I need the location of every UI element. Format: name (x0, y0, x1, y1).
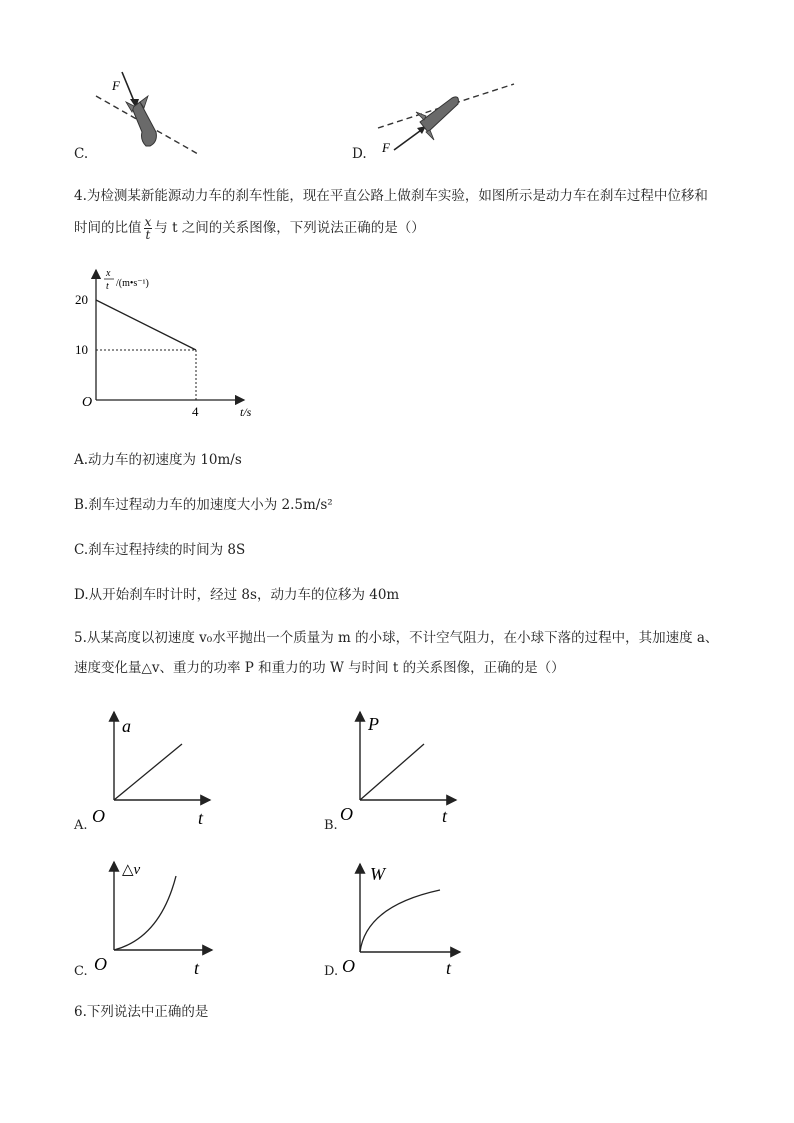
q4-line1: 4.为检测某新能源动力车的刹车性能，现在平直公路上做刹车实验，如图所示是动力车在刹车过程中位移和 (74, 188, 708, 204)
x-axis-label: t (446, 958, 452, 976)
q5-graph-b (336, 706, 466, 830)
force-label: F (112, 78, 120, 93)
x-axis-label: t (194, 958, 200, 976)
q3-option-c-label: C. (74, 146, 89, 162)
q5-option-b-label: B. (324, 818, 338, 833)
q5-option-a-label: A. (74, 818, 88, 833)
curve (360, 890, 440, 952)
q3-option-c-image (88, 66, 208, 158)
x-axis-label: t/s (240, 405, 252, 419)
curve (114, 744, 182, 800)
q5-option-c-label: C. (74, 964, 88, 979)
tick-20: 20 (75, 292, 88, 307)
curve (114, 876, 176, 950)
rocket-icon (126, 96, 156, 146)
q6-line1: 6.下列说法中正确的是 (74, 1004, 209, 1020)
y-axis-label: P (368, 714, 379, 734)
y-axis-label: △v (122, 862, 141, 878)
curve (360, 744, 424, 800)
y-axis-label: W (370, 864, 385, 884)
q4-option-b: B.刹车过程动力车的加速度大小为 2.5m/s² (74, 497, 333, 513)
q5-graph-c (90, 852, 220, 976)
origin-label: O (340, 804, 353, 824)
q4-option-a: A.动力车的初速度为 10m/s (74, 452, 242, 468)
y-frac-den: t (106, 281, 109, 292)
data-line (96, 300, 196, 350)
x-over-t-fraction: $\frac{x}{t}$ (144, 215, 152, 242)
q3-option-d-label: D. (352, 146, 367, 162)
tick-4: 4 (192, 404, 199, 419)
origin-label: O (94, 954, 107, 974)
q3-option-d-image (368, 76, 518, 158)
force-label: F (382, 140, 390, 155)
origin-label: O (342, 956, 355, 976)
q4-option-c: C.刹车过程持续的时间为 8S (74, 542, 246, 558)
q5-graph-d (336, 852, 466, 976)
y-axis-unit: /(m•s⁻¹) (116, 278, 149, 289)
q4-graph (72, 262, 272, 424)
x-axis-label: t (198, 808, 204, 828)
rocket-icon (416, 97, 458, 140)
x-axis-label: t (442, 806, 448, 826)
origin-label: O (82, 395, 93, 410)
q5-line1: 5.从某高度以初速度 v₀水平抛出一个质量为 m 的小球，不计空气阻力，在小球下落的过程中，其加速度 a、 (74, 630, 719, 646)
tick-10: 10 (75, 342, 88, 357)
q5-graph-a (90, 706, 220, 830)
origin-label: O (92, 806, 105, 826)
q5-line2: 速度变化量△v、重力的功率 P 和重力的功 W 与时间 t 的关系图像，正确的是（） (74, 660, 565, 676)
q5-option-d-label: D. (324, 964, 339, 979)
q4-line2-suffix: 与 t 之间的关系图像，下列说法正确的是（） (154, 220, 425, 236)
q4-line2-prefix: 时间的比值 (74, 220, 142, 236)
q4-option-d: D.从开始刹车时计时，经过 8s，动力车的位移为 40m (74, 587, 400, 603)
y-axis-label: a (122, 716, 131, 736)
force-arrow (394, 128, 424, 150)
y-frac-num: x (106, 268, 111, 279)
q4-line2 (74, 216, 425, 241)
